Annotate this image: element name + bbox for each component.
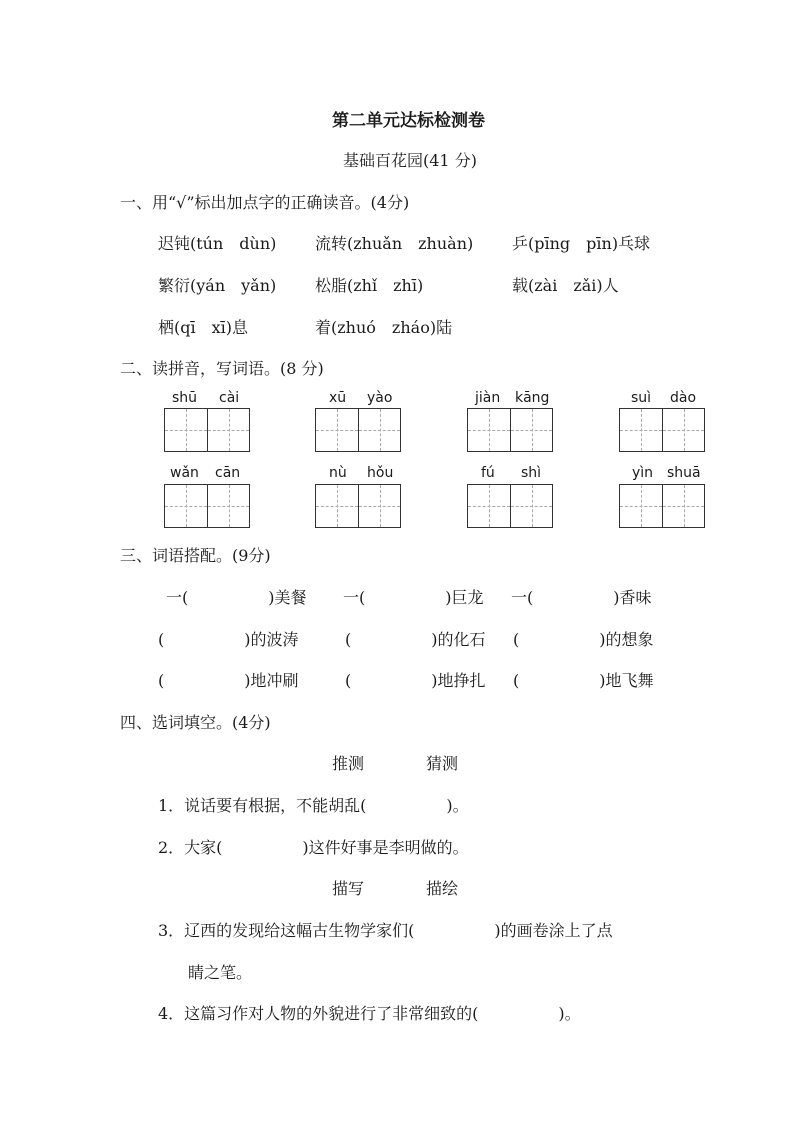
writing-grid[interactable] bbox=[164, 484, 250, 528]
pronunciation-item: 乒(pīng pīn)乓球 bbox=[512, 234, 651, 253]
collocation-blank[interactable]: 一( )美餐 bbox=[166, 588, 307, 607]
pinyin-label: wǎn bbox=[170, 465, 199, 481]
question-4[interactable]: 4．这篇习作对人物的外貌进行了非常细致的( )。 bbox=[158, 1004, 581, 1023]
pinyin-label: cān bbox=[215, 465, 241, 481]
collocation-blank[interactable]: ( )地挣扎 bbox=[345, 671, 486, 690]
section-1-heading: 一、用“√”标出加点字的正确读音。(4分) bbox=[120, 193, 410, 212]
page-title: 第二单元达标检测卷 bbox=[332, 111, 485, 131]
collocation-blank[interactable]: ( )的波涛 bbox=[158, 630, 299, 649]
pronunciation-item: 载(zài zǎi)人 bbox=[512, 276, 619, 295]
collocation-blank[interactable]: ( )地飞舞 bbox=[513, 671, 654, 690]
pinyin-label: yìn bbox=[632, 465, 654, 481]
writing-grid[interactable] bbox=[467, 408, 553, 452]
pronunciation-item: 栖(qī xī)息 bbox=[158, 318, 248, 337]
word-choice: 描写 bbox=[332, 879, 365, 898]
pinyin-label: hǒu bbox=[367, 465, 394, 481]
collocation-blank[interactable]: ( )的想象 bbox=[513, 630, 654, 649]
pinyin-label: shuā bbox=[667, 465, 701, 481]
pinyin-label: yào bbox=[367, 390, 393, 406]
writing-grid[interactable] bbox=[315, 408, 401, 452]
word-choice: 描绘 bbox=[426, 879, 459, 898]
pronunciation-item: 着(zhuó zháo)陆 bbox=[315, 318, 453, 337]
pinyin-label: suì bbox=[631, 390, 652, 406]
section-4-heading: 四、选词填空。(4分) bbox=[120, 713, 271, 732]
question-3[interactable]: 3．辽西的发现给这幅古生物学家们( )的画卷涂上了点 bbox=[158, 921, 613, 940]
question-1[interactable]: 1．说话要有根据，不能胡乱( )。 bbox=[158, 796, 469, 815]
writing-grid[interactable] bbox=[467, 484, 553, 528]
question-2[interactable]: 2．大家( )这件好事是李明做的。 bbox=[158, 838, 469, 857]
writing-grid[interactable] bbox=[315, 484, 401, 528]
page-subtitle: 基础百花园(41 分) bbox=[343, 151, 477, 170]
pinyin-label: shì bbox=[521, 465, 542, 481]
pinyin-label: kāng bbox=[515, 390, 550, 406]
collocation-blank[interactable]: ( )的化石 bbox=[345, 630, 486, 649]
pronunciation-item: 迟钝(tún dùn) bbox=[158, 234, 277, 253]
collocation-blank[interactable]: 一( )巨龙 bbox=[343, 588, 484, 607]
pinyin-label: dào bbox=[670, 390, 697, 406]
pinyin-label: xū bbox=[329, 390, 347, 406]
pinyin-label: jiàn bbox=[475, 390, 501, 406]
collocation-blank[interactable]: ( )地冲刷 bbox=[158, 671, 299, 690]
question-3-continued: 睛之笔。 bbox=[188, 963, 253, 982]
writing-grid[interactable] bbox=[164, 408, 250, 452]
pinyin-label: shū bbox=[172, 390, 198, 406]
pronunciation-item: 流转(zhuǎn zhuàn) bbox=[315, 234, 474, 253]
writing-grid[interactable] bbox=[619, 484, 705, 528]
pinyin-label: fú bbox=[481, 465, 495, 481]
pinyin-label: nù bbox=[329, 465, 347, 481]
pronunciation-item: 繁衍(yán yǎn) bbox=[158, 276, 277, 295]
collocation-blank[interactable]: 一( )香味 bbox=[511, 588, 652, 607]
word-choice: 推测 bbox=[332, 754, 365, 773]
section-2-heading: 二、读拼音，写词语。(8 分) bbox=[120, 359, 324, 378]
word-choice: 猜测 bbox=[426, 754, 459, 773]
section-3-heading: 三、词语搭配。(9分) bbox=[120, 546, 271, 565]
writing-grid[interactable] bbox=[619, 408, 705, 452]
pinyin-label: cài bbox=[219, 390, 240, 406]
pronunciation-item: 松脂(zhǐ zhī) bbox=[315, 276, 424, 295]
